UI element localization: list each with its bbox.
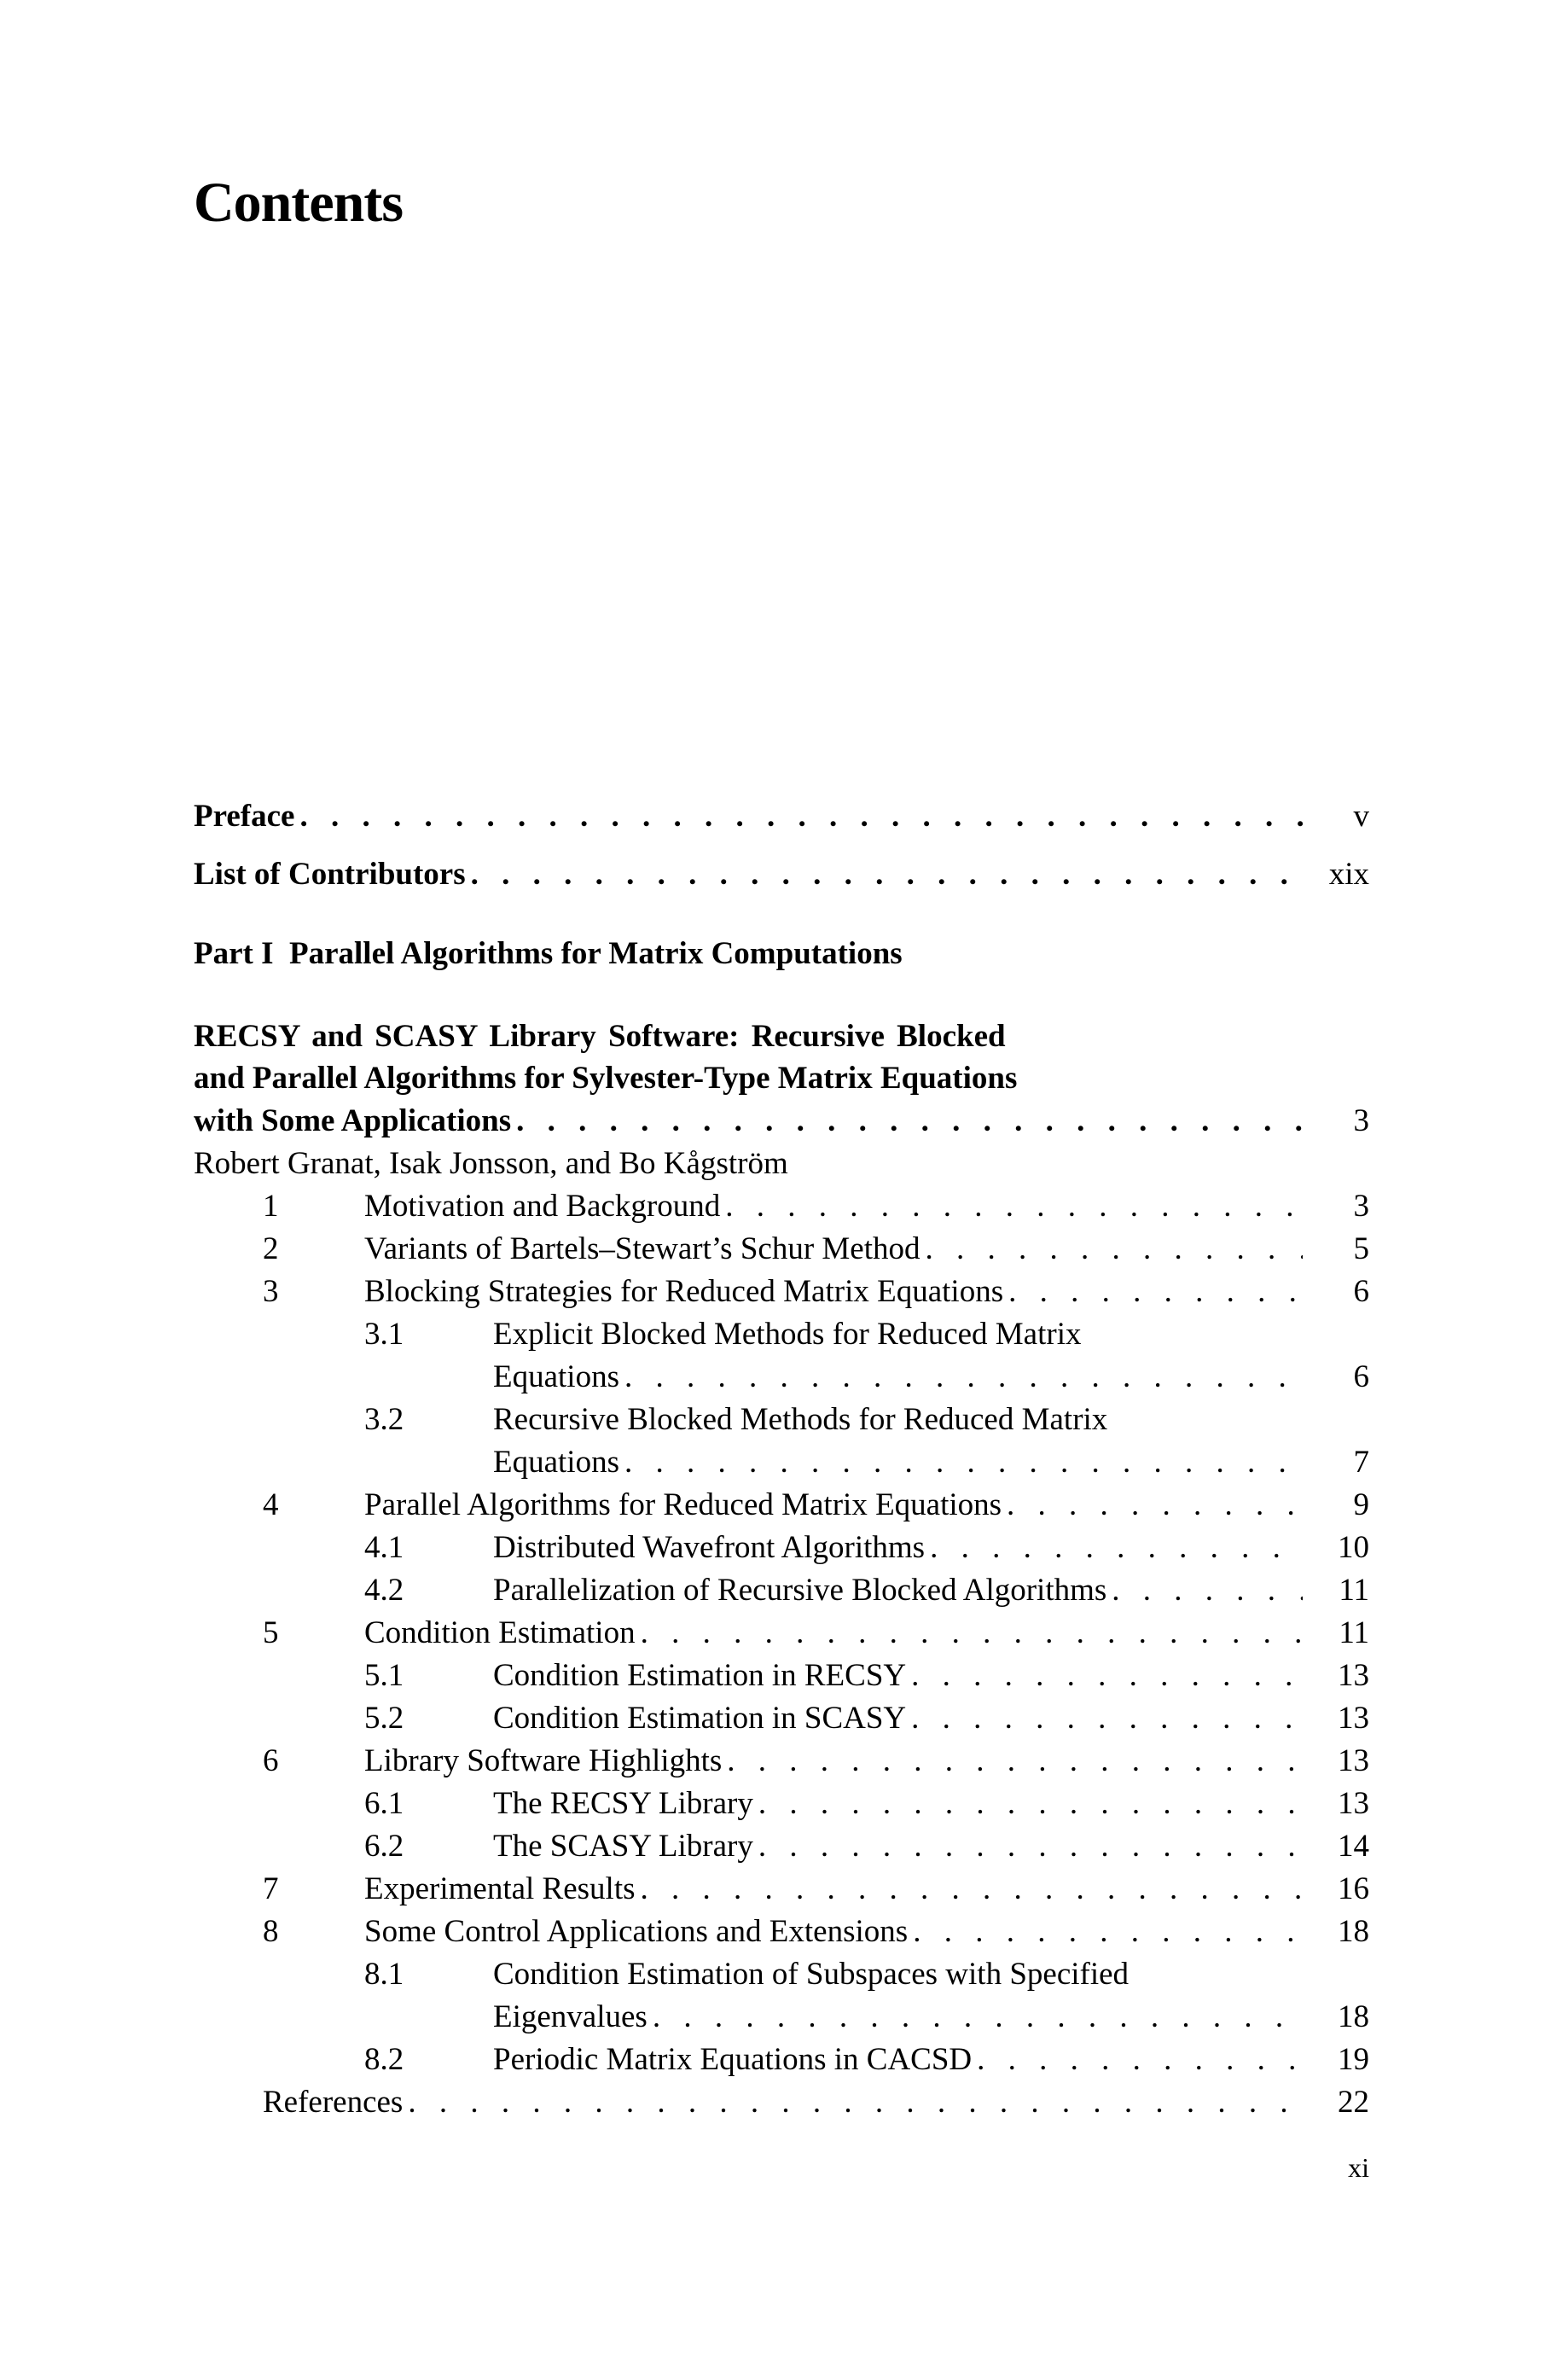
references-label: References (263, 2085, 404, 2120)
toc-entry-subsection[interactable] (493, 1783, 1303, 1825)
subsection-number: 4.2 (364, 1573, 404, 1608)
toc-page-number: 10 (1338, 1530, 1369, 1565)
subsection-number: 5.1 (364, 1658, 404, 1693)
toc-page-number: 13 (1338, 1701, 1369, 1736)
section-number: 3 (263, 1274, 279, 1309)
section-title: Condition Estimation (364, 1615, 636, 1650)
dot-leader (471, 853, 1303, 896)
section-number: 6 (263, 1743, 279, 1778)
dot-leader (758, 1825, 1303, 1868)
toc-page-number: 13 (1338, 1743, 1369, 1778)
toc-entry-label: List of Contributors (194, 857, 466, 892)
dot-leader (930, 1527, 1303, 1569)
toc-entry-section[interactable] (364, 1740, 1303, 1783)
subsection-title: Distributed Wavefront Algorithms (493, 1530, 926, 1565)
toc-entry-subsection[interactable] (493, 1996, 1303, 2039)
toc-entry-section[interactable] (364, 1484, 1303, 1527)
section-title: Some Control Applications and Extensions (364, 1914, 909, 1949)
toc-page-number: 11 (1339, 1573, 1369, 1608)
subsection-title-line-2: Equations (493, 1359, 619, 1394)
section-title: Motivation and Background (364, 1189, 721, 1224)
dot-leader (911, 1697, 1303, 1740)
toc-entry-section[interactable] (364, 1228, 1303, 1271)
toc-page-number: 3 (1353, 1189, 1369, 1224)
subsection-number: 8.1 (364, 1957, 404, 1992)
toc-entry-references[interactable] (263, 2081, 1303, 2124)
dot-leader (1008, 1271, 1303, 1313)
toc-entry-chapter[interactable] (194, 1100, 1303, 1143)
subsection-number: 6.1 (364, 1786, 404, 1821)
subsection-number: 6.2 (364, 1829, 404, 1864)
toc-page-number: 6 (1353, 1274, 1369, 1309)
dot-leader (1112, 1569, 1303, 1612)
section-number: 2 (263, 1231, 279, 1266)
subsection-title-line-2: Eigenvalues (493, 1999, 648, 2034)
toc-entry-subsection[interactable] (493, 1441, 1303, 1484)
toc-page-number: 18 (1338, 1914, 1369, 1949)
toc-entry-section[interactable] (364, 1868, 1303, 1911)
toc-entry-subsection[interactable] (493, 1356, 1303, 1399)
part-label: Part I (194, 936, 274, 971)
subsection-title: Condition Estimation in RECSY (493, 1658, 907, 1693)
section-number: 8 (263, 1914, 279, 1949)
toc-entry-subsection[interactable] (493, 1527, 1303, 1569)
section-title: Variants of Bartels–Stewart’s Schur Method (364, 1231, 920, 1266)
dot-leader (913, 1911, 1303, 1953)
chapter-title-line-1: RECSY and SCASY Library Software: Recursive Blocked (194, 1019, 1006, 1054)
subsection-title: Condition Estimation in SCASY (493, 1701, 907, 1736)
toc-page-number: 14 (1338, 1829, 1369, 1864)
subsection-number: 4.1 (364, 1530, 404, 1565)
chapter-authors: Robert Granat, Isak Jonsson, and Bo Kågström (194, 1146, 788, 1181)
subsection-title-line-2: Equations (493, 1445, 619, 1480)
toc-page-number: 16 (1338, 1871, 1369, 1906)
toc-entry-section[interactable] (364, 1911, 1303, 1953)
subsection-number: 3.1 (364, 1317, 404, 1352)
dot-leader (641, 1612, 1303, 1655)
toc-page-number: xix (1328, 857, 1369, 892)
toc-page-number: 22 (1338, 2085, 1369, 2120)
toc-entry-section[interactable] (364, 1612, 1303, 1655)
section-number: 1 (263, 1189, 279, 1224)
toc-entry-preface[interactable] (194, 795, 1303, 838)
dot-leader (926, 1228, 1304, 1271)
dot-leader (653, 1996, 1303, 2039)
subsection-number: 8.2 (364, 2042, 404, 2077)
toc-page-number: 9 (1353, 1487, 1369, 1522)
toc-entry-subsection[interactable] (493, 2039, 1303, 2081)
toc-page-number: 11 (1339, 1615, 1369, 1650)
toc-page-number: 5 (1353, 1231, 1369, 1266)
chapter-title-line-3: with Some Applications (194, 1103, 512, 1138)
subsection-title: Parallelization of Recursive Blocked Algorithms (493, 1573, 1107, 1608)
dot-leader (516, 1100, 1303, 1143)
subsection-number: 5.2 (364, 1701, 404, 1736)
toc-page-number: 18 (1338, 1999, 1369, 2034)
dot-leader (758, 1783, 1303, 1825)
toc-entry-section[interactable] (364, 1271, 1303, 1313)
dot-leader (624, 1441, 1303, 1484)
subsection-title-line-1: Recursive Blocked Methods for Reduced Matrix (493, 1402, 1108, 1437)
toc-page-number: 13 (1338, 1658, 1369, 1693)
toc-entry-label: Preface (194, 799, 295, 834)
toc-entry-section[interactable] (364, 1185, 1303, 1228)
toc-entry-subsection[interactable] (493, 1655, 1303, 1697)
chapter-title-line-2: and Parallel Algorithms for Sylvester-Type Matrix Equations (194, 1061, 1018, 1096)
page-title: Contents (194, 172, 404, 234)
subsection-title: Periodic Matrix Equations in CACSD (493, 2042, 973, 2077)
dot-leader (911, 1655, 1303, 1697)
dot-leader (299, 795, 1303, 838)
toc-page-number: 3 (1353, 1103, 1369, 1138)
dot-leader (1007, 1484, 1303, 1527)
part-heading (194, 933, 903, 975)
subsection-title-line-1: Explicit Blocked Methods for Reduced Matrix (493, 1317, 1082, 1352)
toc-entry-subsection[interactable] (493, 1569, 1303, 1612)
section-number: 7 (263, 1871, 279, 1906)
subsection-number: 3.2 (364, 1402, 404, 1437)
section-title: Parallel Algorithms for Reduced Matrix Equations (364, 1487, 1002, 1522)
part-title: Parallel Algorithms for Matrix Computations (289, 936, 903, 971)
dot-leader (725, 1185, 1303, 1228)
toc-entry-subsection[interactable] (493, 1825, 1303, 1868)
section-title: Experimental Results (364, 1871, 636, 1906)
toc-page-number: 19 (1338, 2042, 1369, 2077)
toc-page-number: v (1353, 799, 1369, 834)
toc-page-number: 6 (1353, 1359, 1369, 1394)
page-folio: xi (1348, 2152, 1369, 2183)
subsection-title: The SCASY Library (493, 1829, 753, 1864)
subsection-title: The RECSY Library (493, 1786, 753, 1821)
toc-entry-subsection[interactable] (493, 1697, 1303, 1740)
dot-leader (408, 2081, 1303, 2124)
section-title: Blocking Strategies for Reduced Matrix Equations (364, 1274, 1004, 1309)
dot-leader (624, 1356, 1303, 1399)
toc-page-number: 13 (1338, 1786, 1369, 1821)
toc-entry-contributors[interactable] (194, 853, 1303, 896)
toc-page-number: 7 (1353, 1445, 1369, 1480)
dot-leader (727, 1740, 1303, 1783)
dot-leader (641, 1868, 1303, 1911)
dot-leader (977, 2039, 1303, 2081)
section-number: 5 (263, 1615, 279, 1650)
section-number: 4 (263, 1487, 279, 1522)
section-title: Library Software Highlights (364, 1743, 723, 1778)
subsection-title-line-1: Condition Estimation of Subspaces with Specified (493, 1957, 1130, 1992)
